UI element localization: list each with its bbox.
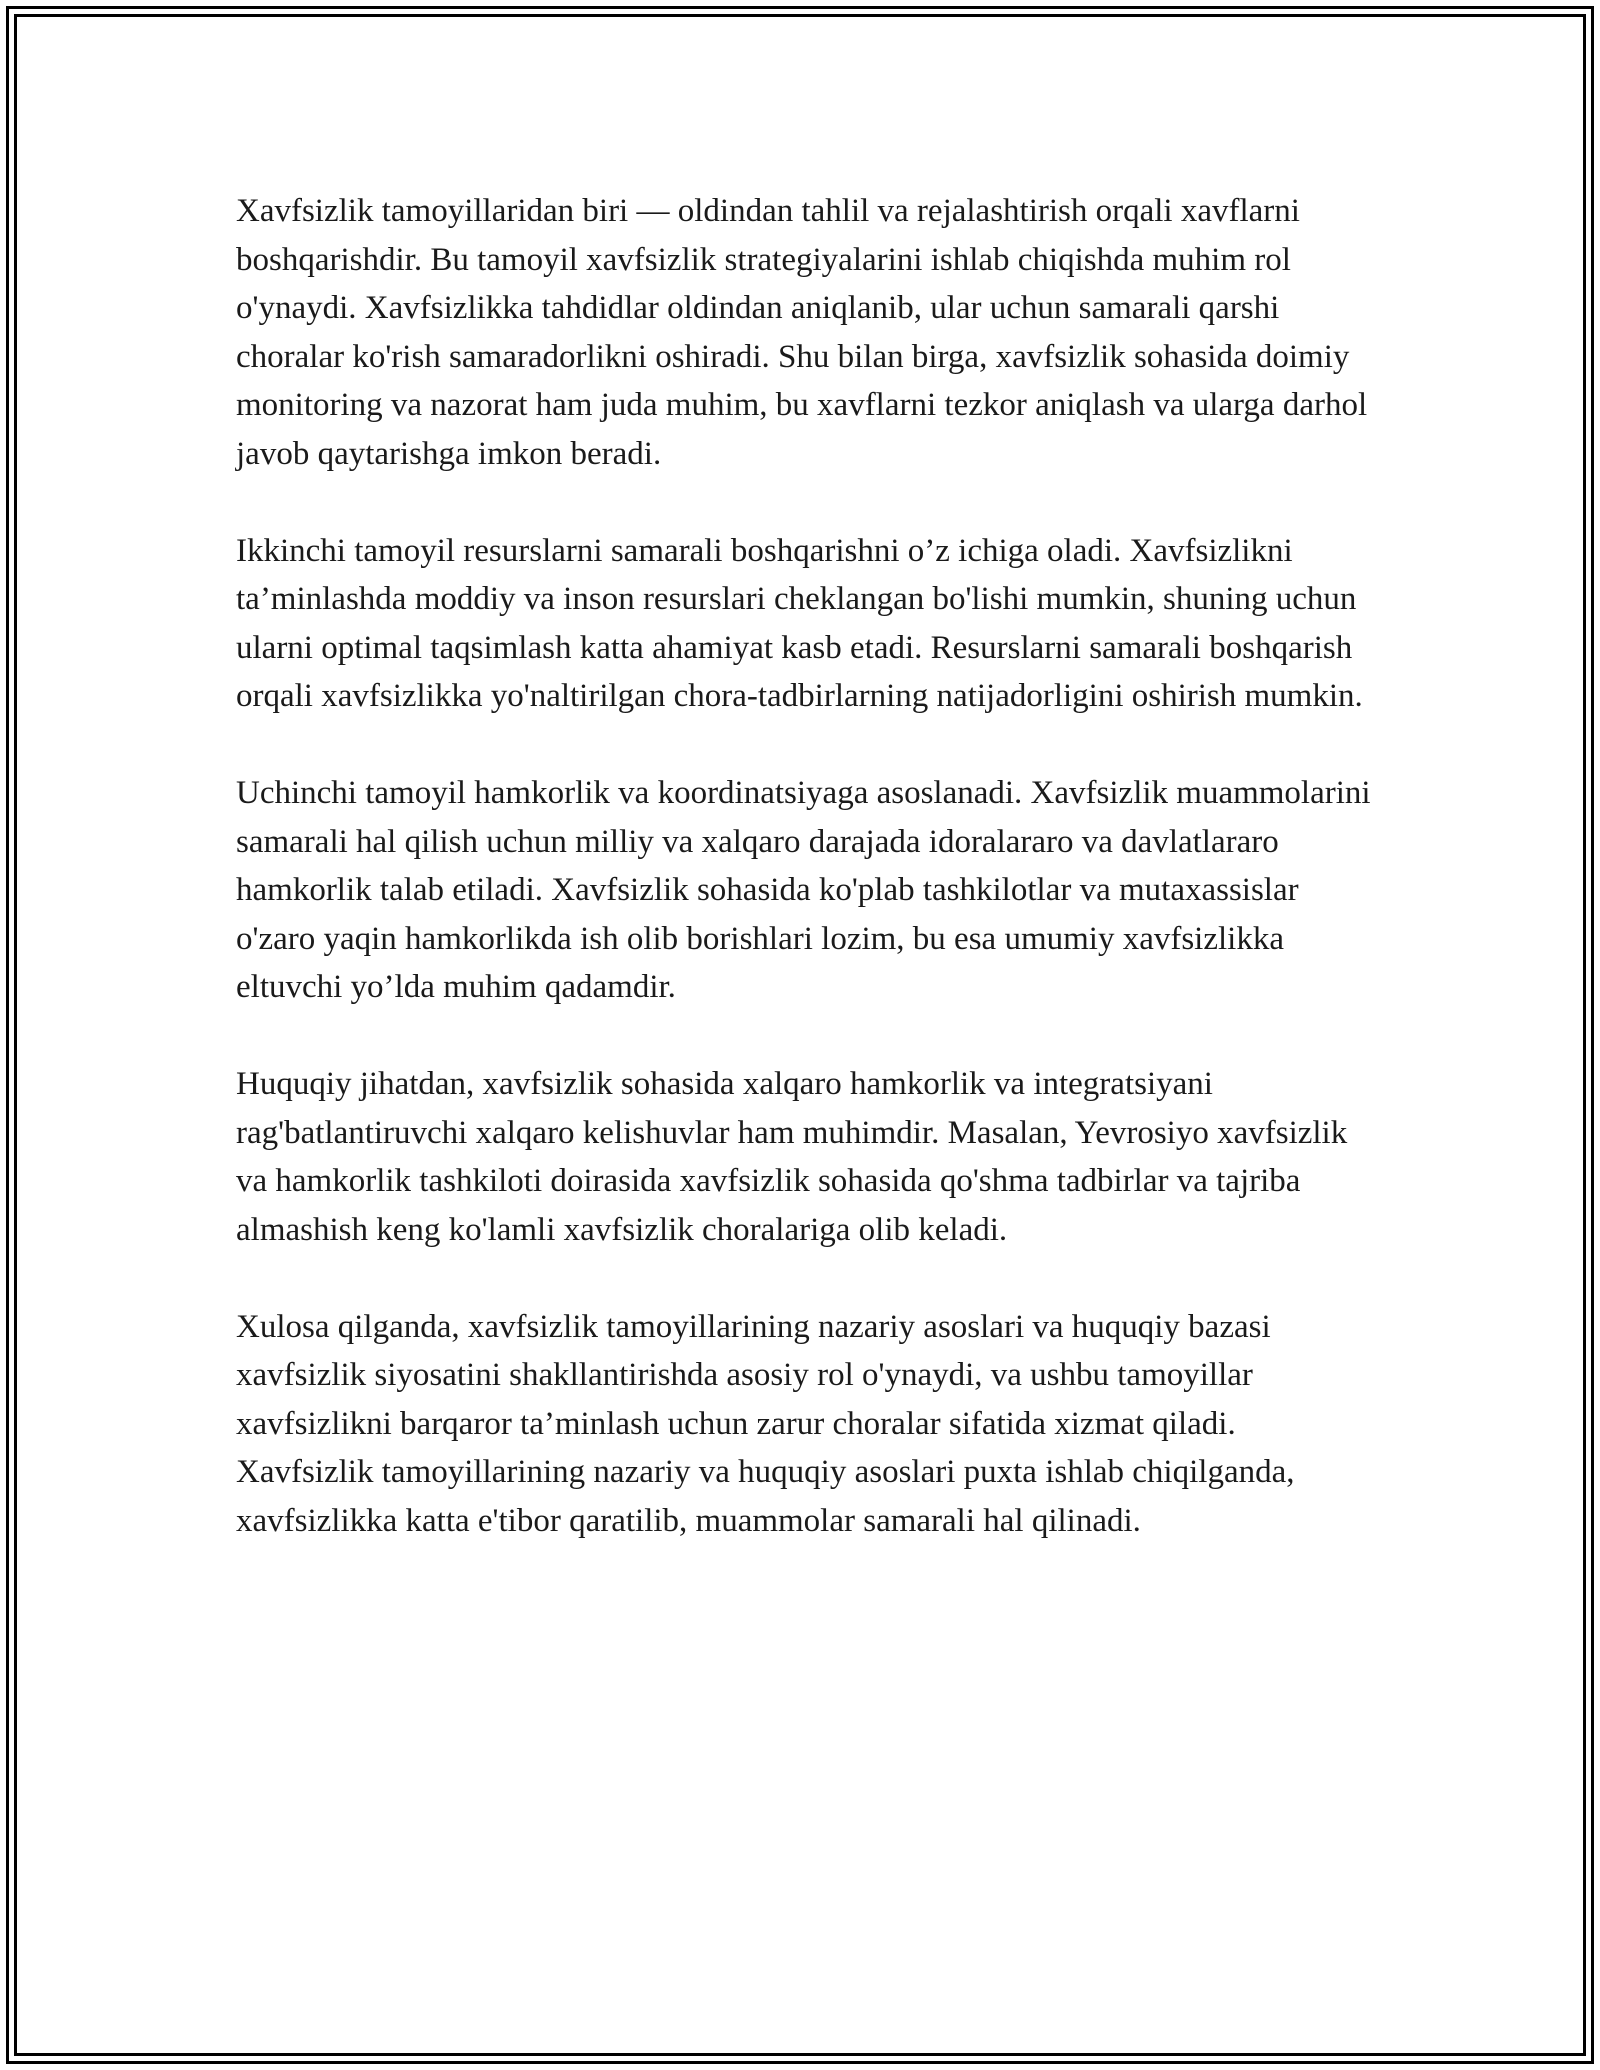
paragraph-4: Huquqiy jihatdan, xavfsizlik sohasida xalqaro hamkorlik va integratsiyani rag'batlantiruvchi xalqaro kelishuvlar ham muhimdir. Masalan, Yevrosiyo xavfsizlik va hamkorlik tashkiloti doirasida xavfsizlik sohasida qo'shma tadbirlar va tajriba almashish keng ko'lamli xavfsizlik choralariga olib keladi. (236, 1066, 1348, 1248)
paragraph-1: Xavfsizlik tamoyillaridan biri — oldindan tahlil va rejalashtirish orqali xavflarni boshqarishdir. Bu tamoyil xavfsizlik strategiyalarini ishlab chiqishda muhim rol o'ynaydi. Xavfsizlikka tahdidlar oldindan aniqlanib, ular uchun samarali qarshi choralar ko'rish samaradorlikni oshiradi. Shu bilan birga, xavfsizlik sohasida doimiy monitoring va nazorat ham juda muhim, bu xavflarni tezkor aniqlash va ularga darhol javob qaytarishga imkon beradi. (236, 193, 1368, 472)
document-body (236, 187, 1376, 1545)
paragraph-2: Ikkinchi tamoyil resurslarni samarali boshqarishni o’z ichiga oladi. Xavfsizlikni ta’minlashda moddiy va inson resurslari cheklangan bo'lishi mumkin, shuning uchun ularni optimal taqsimlash katta ahamiyat kasb etadi. Resurslarni samarali boshqarish orqali xavfsizlikka yo'naltirilgan chora-tadbirlarning natijadorligini oshirish mumkin. (236, 532, 1363, 714)
paragraph-5: Xulosa qilganda, xavfsizlik tamoyillarining nazariy asoslari va huquqiy bazasi xavfsizlik siyosatini shakllantirishda asosiy rol o'ynaydi, va ushbu tamoyillar xavfsizlikni barqaror ta’minlash uchun zarur choralar sifatida xizmat qiladi. Xavfsizlik tamoyillarining nazariy va huquqiy asoslari puxta ishlab chiqilganda, xavfsizlikka katta e'tibor qaratilib, muammolar samarali hal qilinadi. (236, 1308, 1295, 1539)
paragraph-3: Uchinchi tamoyil hamkorlik va koordinatsiyaga asoslanadi. Xavfsizlik muammolarini samarali hal qilish uchun milliy va xalqaro darajada idoralararo va davlatlararo hamkorlik talab etiladi. Xavfsizlik sohasida ko'plab tashkilotlar va mutaxassislar o'zaro yaqin hamkorlikda ish olib borishlari lozim, bu esa umumiy xavfsizlikka eltuvchi yo’lda muhim qadamdir. (236, 775, 1371, 1005)
